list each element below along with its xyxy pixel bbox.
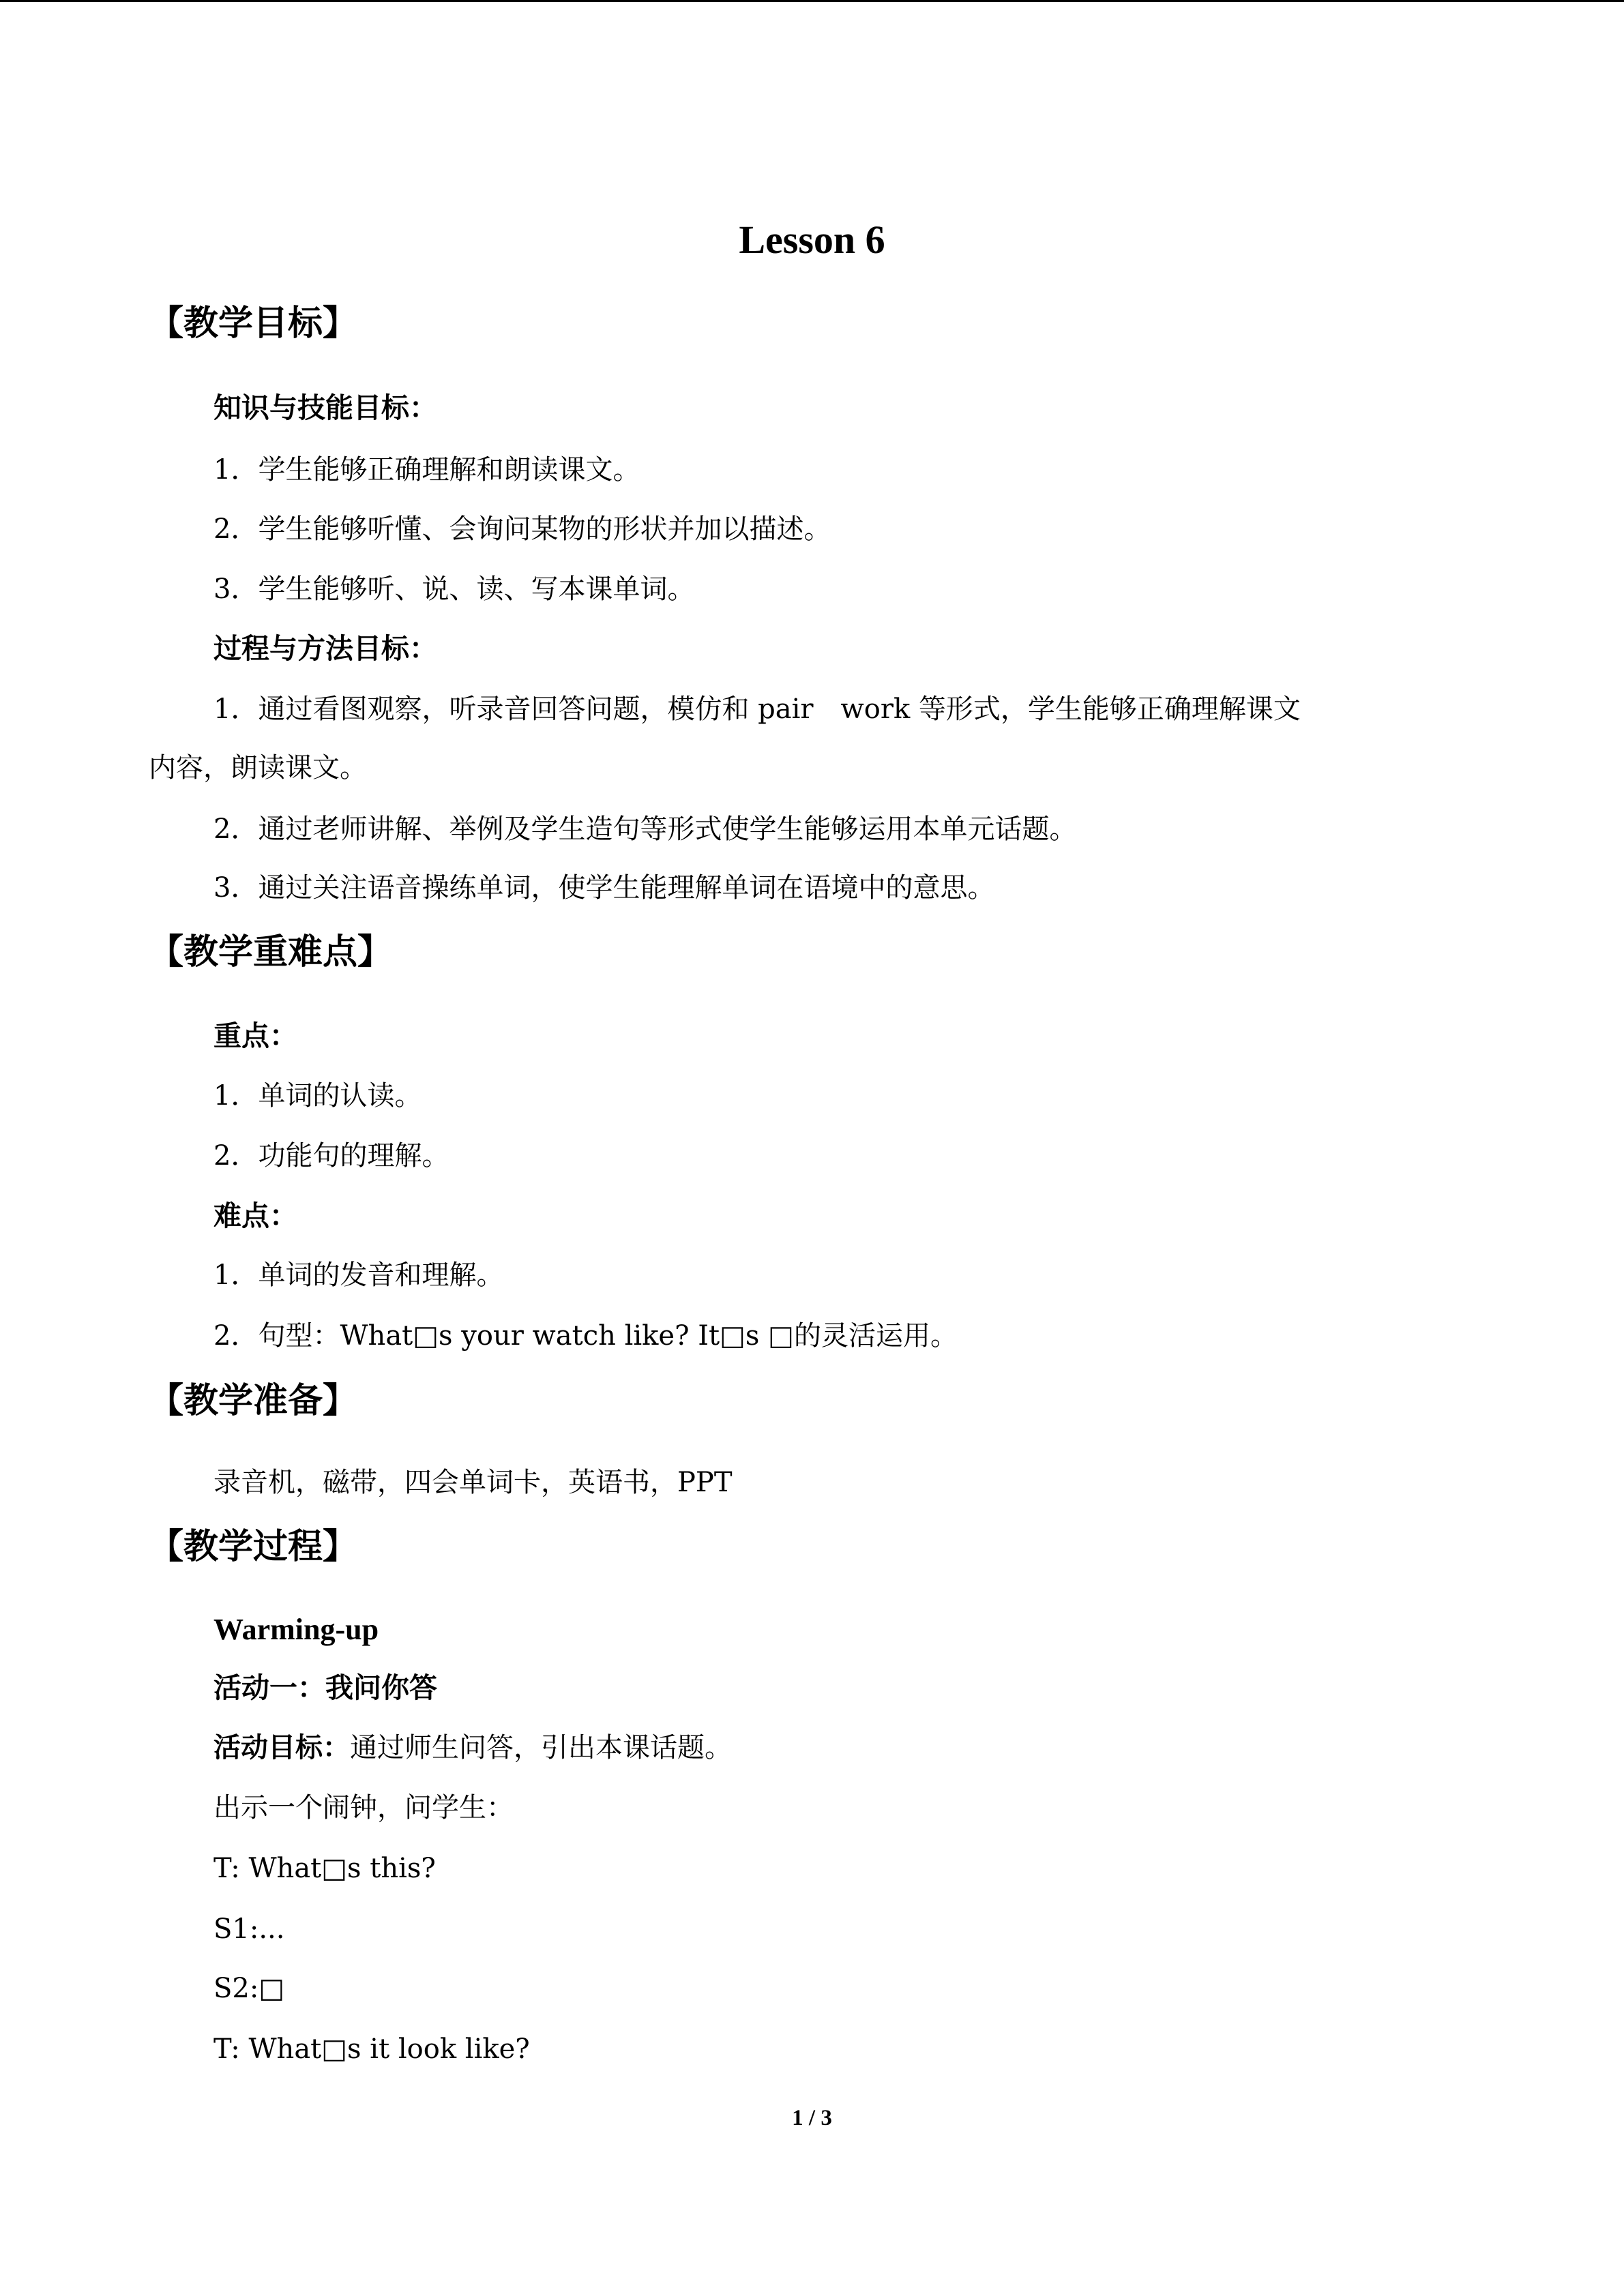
knowledge-skill-label: 知识与技能目标： [213,391,437,424]
difficult-points-label: 难点： [213,1199,297,1232]
section-heading-process: 【教学过程】 [149,1527,358,1567]
preparation-materials: 录音机，磁带，四会单词卡，英语书，PPT [213,1467,733,1498]
page-number: 1 / 3 [792,2106,832,2130]
dialogue-line-teacher-1: T: What□s this? [213,1853,436,1884]
activity-one-label: 活动一：我问你答 [213,1671,437,1704]
difficult-item-2: 2．句型：What□s your watch like? It□s □的灵活运用。 [213,1320,958,1352]
key-point-item-2: 2．功能句的理解。 [213,1140,449,1172]
process-item-1: 1．通过看图观察，听录音回答问题，模仿和 pair work 等形式，学生能够正确理解课文 [213,694,1301,725]
activity-goal-text: 通过师生问答，引出本课话题。 [350,1732,732,1763]
difficult-item-1: 1．单词的发音和理解。 [213,1259,504,1291]
top-border-rule [0,0,1624,2]
page-title: Lesson 6 [739,218,885,262]
process-line-1: 出示一个闹钟，问学生： [213,1792,514,1823]
section-heading-preparation: 【教学准备】 [149,1381,358,1421]
warming-up-label: Warming-up [213,1613,379,1646]
dialogue-line-teacher-2: T: What□s it look like? [213,2033,530,2065]
knowledge-item-1: 1．学生能够正确理解和朗读课文。 [213,454,640,486]
key-points-label: 重点： [213,1019,297,1052]
knowledge-item-2: 2．学生能够听懂、会询问某物的形状并加以描述。 [213,513,831,545]
key-point-item-1: 1．单词的认读。 [213,1080,422,1112]
process-method-label: 过程与方法目标： [213,632,437,665]
process-item-2: 2．通过老师讲解、举例及学生造句等形式使学生能够运用本单元话题。 [213,814,1077,845]
process-item-1-continued: 内容，朗读课文。 [149,752,367,784]
section-heading-objectives: 【教学目标】 [149,303,358,344]
activity-goal-label: 活动目标： [213,1732,350,1763]
dialogue-line-student-2: S2:□ [213,1973,285,2004]
section-heading-key-points: 【教学重难点】 [149,932,393,972]
process-item-3: 3．通过关注语音操练单词，使学生能理解单词在语境中的意思。 [213,872,995,904]
dialogue-line-student-1: S1:... [213,1913,285,1945]
knowledge-item-3: 3．学生能够听、说、读、写本课单词。 [213,573,695,605]
activity-goal-line [213,1727,732,1768]
